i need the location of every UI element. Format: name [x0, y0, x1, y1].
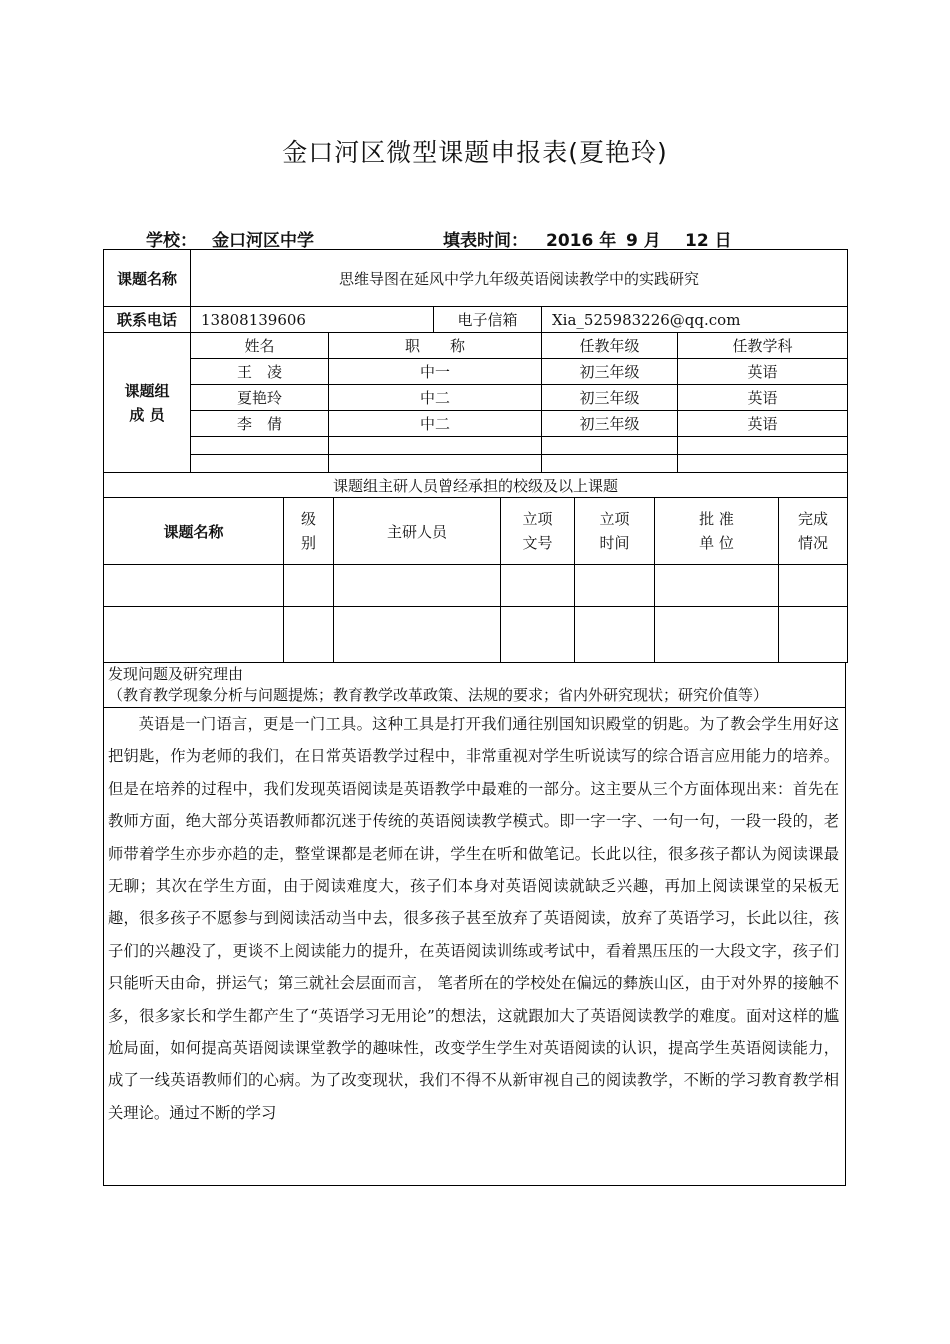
- members-header-subject: 任教学科: [678, 333, 848, 359]
- member-title: [329, 455, 542, 473]
- members-label-line2: 成 员: [129, 405, 165, 424]
- prior-header-status: 完成 情况: [779, 498, 848, 565]
- prior-cell: [104, 607, 284, 663]
- member-title: 中二: [329, 411, 542, 437]
- project-name-label: 课题名称: [104, 250, 191, 307]
- date-label: 填表时间：: [443, 231, 528, 251]
- members-header-title: 职 称: [329, 333, 542, 359]
- project-info-table: [103, 249, 848, 498]
- member-subject: [678, 455, 848, 473]
- prior-cell: [104, 565, 284, 607]
- member-name: [191, 437, 329, 455]
- email-label: 电子信箱: [434, 307, 542, 333]
- prior-cell: [334, 565, 501, 607]
- prior-header-level: 级 别: [284, 498, 334, 565]
- member-name: [191, 455, 329, 473]
- phone-value: 13808139606: [191, 307, 434, 333]
- prior-projects-table: [103, 497, 848, 663]
- member-subject: 英语: [678, 411, 848, 437]
- date-month: 9 月: [626, 231, 661, 251]
- prior-cell: [501, 565, 575, 607]
- school-value: 金口河区中学: [212, 231, 314, 251]
- members-label: [104, 333, 191, 473]
- member-subject: 英语: [678, 359, 848, 385]
- member-grade: [542, 437, 678, 455]
- reason-heading: 发现问题及研究理由: [108, 665, 244, 683]
- table-row: [104, 411, 848, 437]
- prior-cell: [779, 607, 848, 663]
- member-name: 王 凌: [191, 359, 329, 385]
- member-grade: 初三年级: [542, 359, 678, 385]
- member-grade: [542, 455, 678, 473]
- member-title: 中二: [329, 385, 542, 411]
- research-reason-section: [103, 662, 846, 1186]
- prior-header-docno: 立项 文号: [501, 498, 575, 565]
- members-header-name: 姓名: [191, 333, 329, 359]
- member-name: 夏艳玲: [191, 385, 329, 411]
- table-row: [104, 565, 848, 607]
- prior-cell: [284, 565, 334, 607]
- table-row: [104, 607, 848, 663]
- prior-cell: [575, 565, 655, 607]
- member-subject: 英语: [678, 385, 848, 411]
- member-grade: 初三年级: [542, 385, 678, 411]
- prior-header-name: 课题名称: [104, 498, 284, 565]
- date-day: 12 日: [685, 231, 732, 251]
- member-title: 中一: [329, 359, 542, 385]
- prior-cell: [655, 607, 779, 663]
- date-year: 2016 年: [546, 231, 617, 251]
- members-label-line1: 课题组: [124, 381, 170, 400]
- prior-header-researcher: 主研人员: [334, 498, 501, 565]
- members-header-grade: 任教年级: [542, 333, 678, 359]
- table-row: [104, 385, 848, 411]
- page-title: 金口河区微型课题申报表(夏艳玲): [282, 138, 668, 167]
- prior-cell: [779, 565, 848, 607]
- member-grade: 初三年级: [542, 411, 678, 437]
- table-row: [104, 359, 848, 385]
- prior-cell: [334, 607, 501, 663]
- prior-cell: [575, 607, 655, 663]
- email-value: Xia_525983226@qq.com: [542, 307, 848, 333]
- prior-cell: [501, 607, 575, 663]
- reason-subheading: （教育教学现象分析与问题提炼；教育教学改革政策、法规的要求；省内外研究现状；研究价值等）: [108, 686, 769, 704]
- project-name-value: 思维导图在延风中学九年级英语阅读教学中的实践研究: [191, 250, 848, 307]
- school-label: 学校：: [146, 231, 197, 251]
- member-name: 李 倩: [191, 411, 329, 437]
- member-title: [329, 437, 542, 455]
- prior-header-date: 立项 时间: [575, 498, 655, 565]
- table-row: [104, 455, 848, 473]
- phone-label: 联系电话: [104, 307, 191, 333]
- table-row: [104, 437, 848, 455]
- member-subject: [678, 437, 848, 455]
- prior-cell: [655, 565, 779, 607]
- prior-cell: [284, 607, 334, 663]
- reason-body: 英语是一门语言，更是一门工具。这种工具是打开我们通往别国知识殿堂的钥匙。为了教会学生用好这把钥匙，作为老师的我们，在日常英语教学过程中，非常重视对学生听说读写的综合语言应用能力的培养。但是在培养的过程中，我们发现英语阅读是英语教学中最难的一部分。这主要从三个方面体现出来：首先在教师方面，绝大部分英语教师都沉迷于传统的英语阅读教学模式。即一字一字、一句一句，一段一段的，老师带着学生亦步亦趋的走，整堂课都是老师在讲，学生在听和做笔记。长此以往，很多孩子都认为阅读课最无聊；其次在学生方面，由于阅读难度大，孩子们本身对英语阅读就缺乏兴趣，再加上阅读课堂的呆板无趣，很多孩子不愿参与到阅读活动当中去，很多孩子甚至放弃了英语阅读，放弃了英语学习，长此以往，孩子们的兴趣没了，更谈不上阅读能力的提升，在英语阅读训练或考试中，看着黑压压的一大段文字，孩子们只能听天由命，拼运气；第三就社会层面而言， 笔者所在的学校处在偏远的彝族山区，由于对外界的接触不多，很多家长和学生都产生了“英语学习无用论”的想法，这就跟加大了英语阅读教学的难度。面对这样的尴尬局面，如何提高英语阅读课堂教学的趣味性，改变学生学生对英语阅读的认识，提高学生英语阅读能力，成了一线英语教师们的心病。为了改变现状，我们不得不从新审视自己的阅读教学，不断的学习教育教学相关理论。通过不断的学习: [104, 707, 845, 1129]
- prior-header-approver: 批 准 单 位: [655, 498, 779, 565]
- prior-section-title: 课题组主研人员曾经承担的校级及以上课题: [104, 473, 848, 498]
